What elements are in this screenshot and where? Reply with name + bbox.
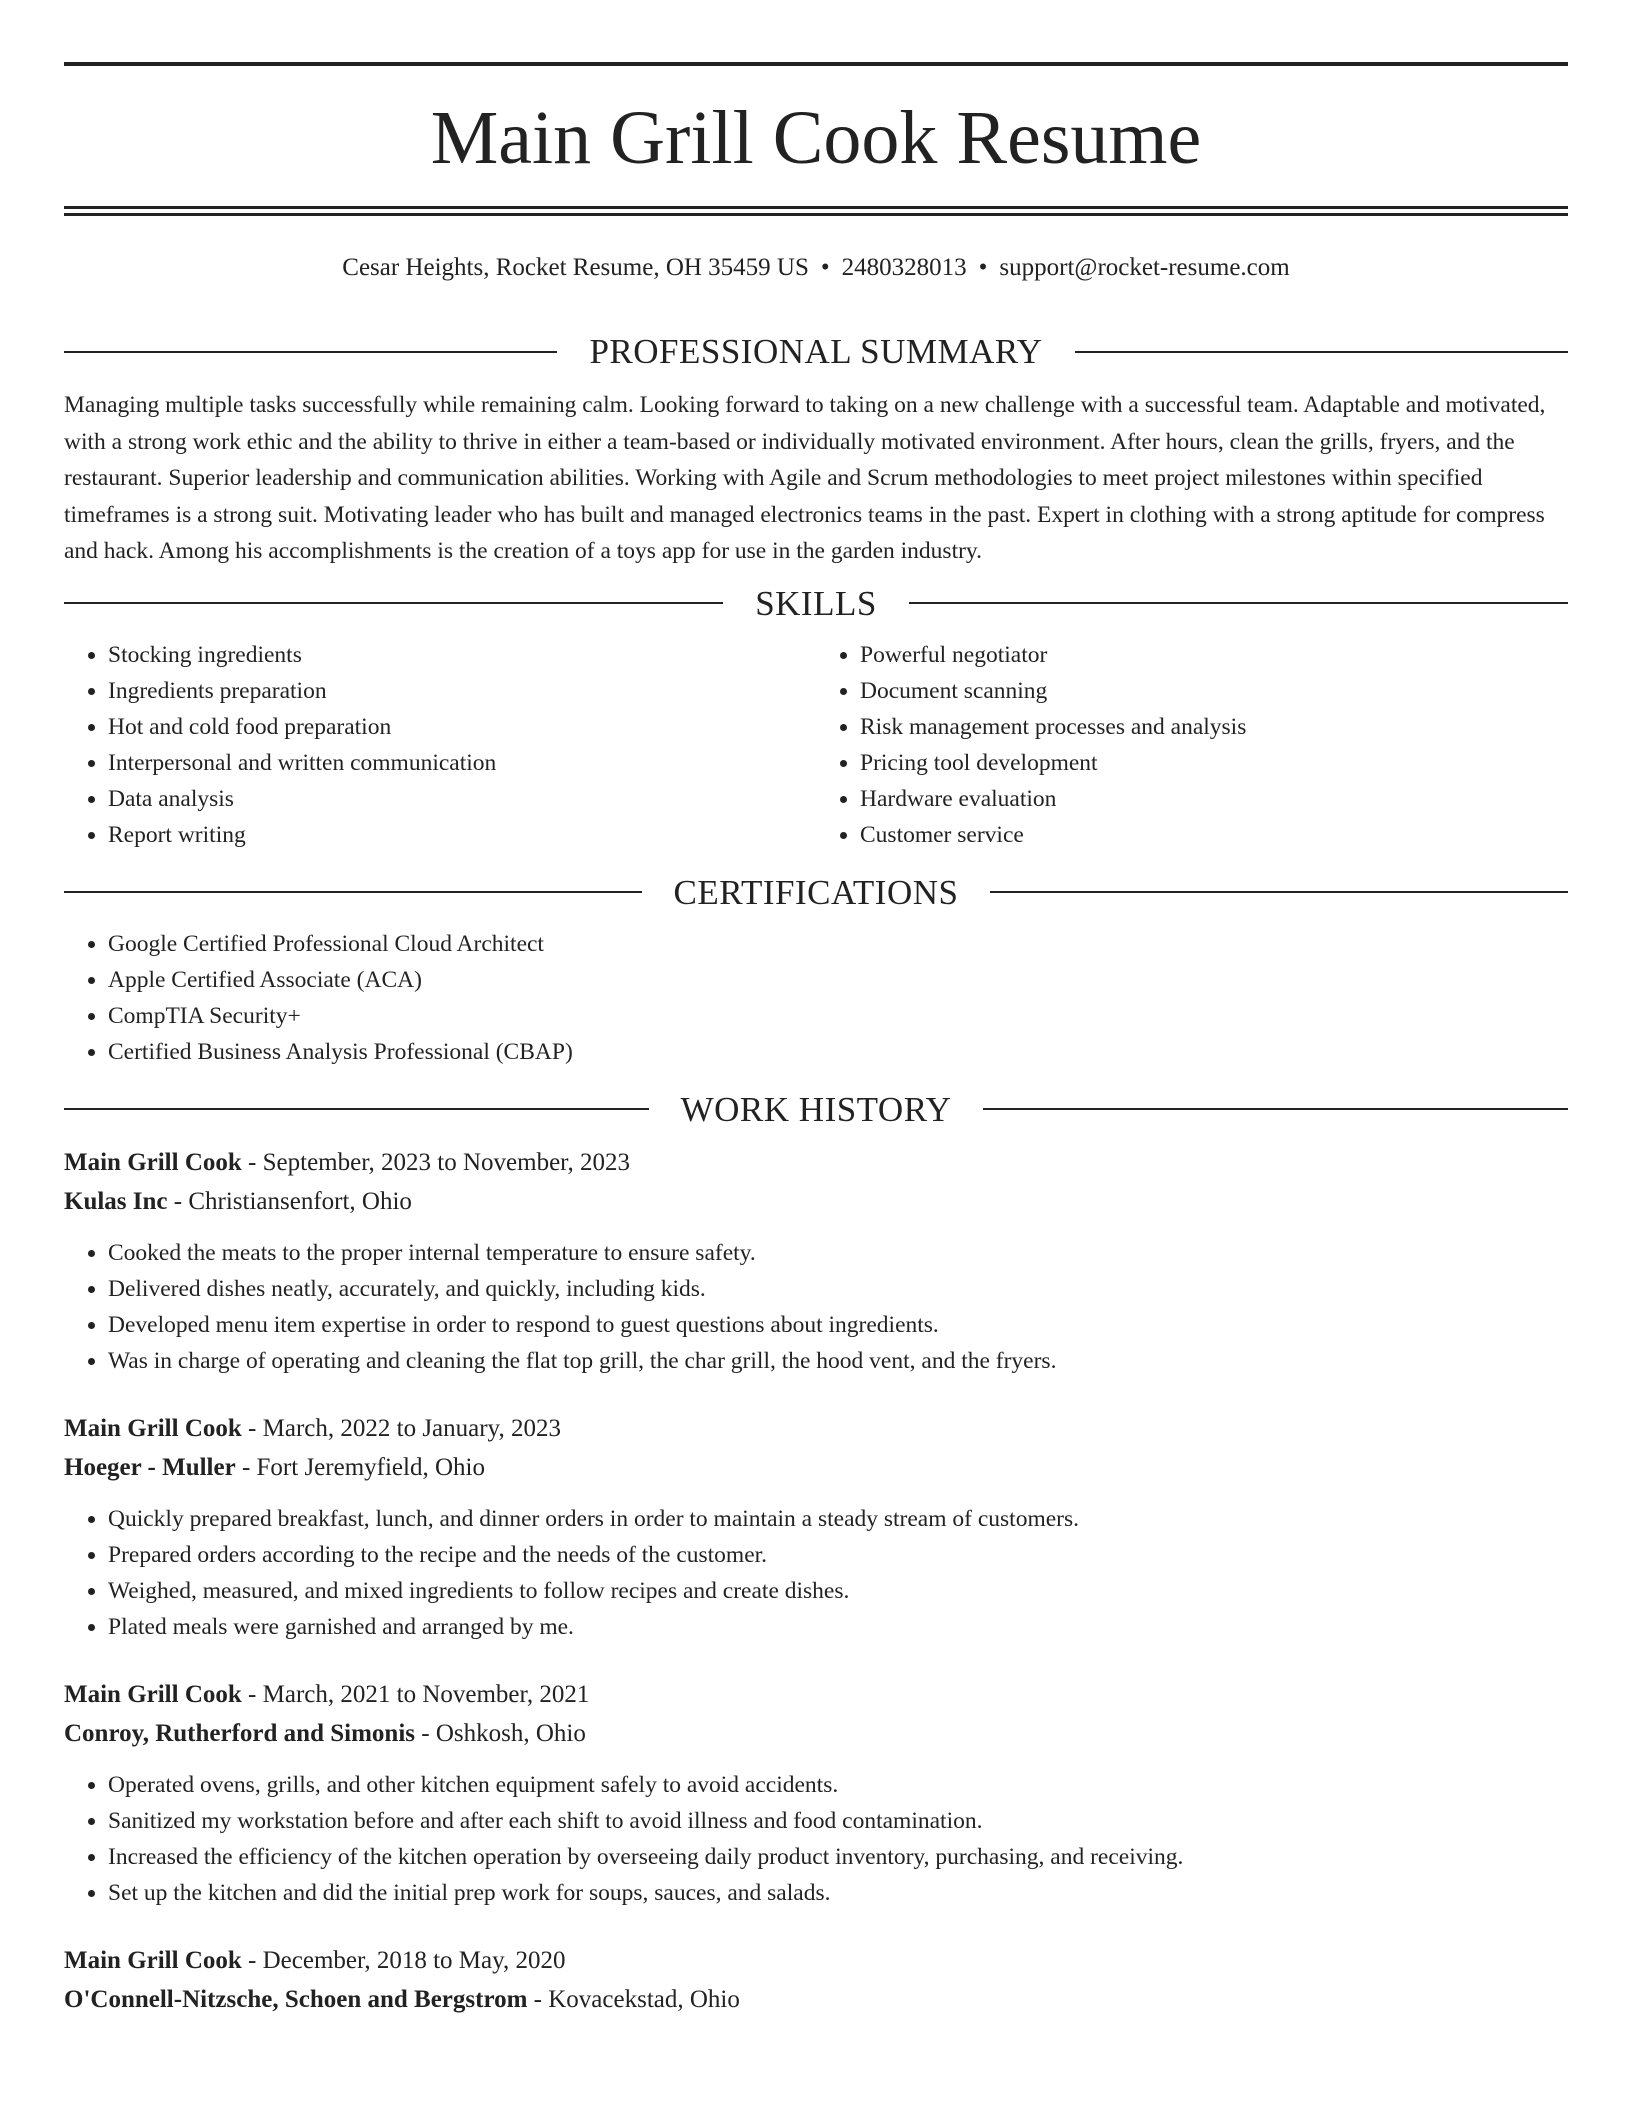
- job-dates: - March, 2022 to January, 2023: [241, 1414, 561, 1442]
- top-rule: [64, 62, 1568, 66]
- job-company: Hoeger - Muller: [64, 1453, 236, 1481]
- contact-email: support@rocket-resume.com: [999, 254, 1290, 281]
- job-entry: [64, 1941, 1568, 2019]
- list-item: • Cooked the meats to the proper internal temperature to ensure safety.: [108, 1235, 1568, 1271]
- job-location: - Fort Jeremyfield, Ohio: [235, 1453, 485, 1481]
- work-history-list: [64, 1143, 1568, 2019]
- section-rule: [64, 1108, 649, 1110]
- list-item: • Increased the efficiency of the kitchen operation by overseeing daily product inventory, purchasing, and receiving.: [108, 1839, 1568, 1875]
- contact-address: Cesar Heights, Rocket Resume, OH 35459 US: [342, 254, 809, 281]
- job-entry: [64, 1409, 1568, 1645]
- section-rule: [990, 891, 1568, 893]
- summary-text: Managing multiple tasks successfully while remaining calm. Looking forward to taking on a new challenge with a successful team. Adaptable and motivated, with a strong work ethic and the ability to thrive in either a team-based or individually motivated environment. After hours, clean the grills, fryers, and the restaurant. Superior leadership and communication abilities. Working with Agile and Scrum methodologies to meet project milestones within specified timeframes is a strong suit. Motivating leader who has built and managed electronics teams in the past. Expert in clothing with a strong aptitude for compress and hack. Among his accomplishments is the creation of a toys app for use in the garden industry.: [64, 392, 1546, 564]
- list-item: • Certified Business Analysis Professional (CBAP): [108, 1034, 1568, 1070]
- job-title-line: [64, 1941, 1568, 1980]
- job-company-line: [64, 1182, 1568, 1221]
- skills-column-left: [64, 637, 816, 853]
- job-title: Main Grill Cook: [64, 1680, 242, 1708]
- job-title: Main Grill Cook: [64, 1414, 242, 1442]
- list-item: • Powerful negotiator: [860, 637, 1568, 673]
- section-rule: [64, 891, 642, 893]
- job-entry: [64, 1675, 1568, 1911]
- section-rule: [909, 602, 1568, 604]
- summary-section-header: [64, 334, 1568, 369]
- list-item: • Pricing tool development: [860, 745, 1568, 781]
- job-title: Main Grill Cook: [64, 1148, 242, 1176]
- list-item: • Operated ovens, grills, and other kitchen equipment safely to avoid accidents.: [108, 1767, 1568, 1803]
- list-item: • Customer service: [860, 817, 1568, 853]
- contact-separator: •: [978, 254, 988, 281]
- list-item: • Prepared orders according to the recipe and the needs of the customer.: [108, 1537, 1568, 1573]
- skills-column-right: [816, 637, 1568, 853]
- certifications-section-header: [64, 872, 1568, 912]
- job-company: Conroy, Rutherford and Simonis: [64, 1719, 415, 1747]
- skills-section-header: [64, 583, 1568, 623]
- list-item: • Sanitized my workstation before and after each shift to avoid illness and food contamination.: [108, 1803, 1568, 1839]
- section-rule: [983, 1108, 1568, 1110]
- list-item: • Google Certified Professional Cloud Architect: [108, 926, 1568, 962]
- job-title: Main Grill Cook: [64, 1946, 242, 1974]
- list-item: • Quickly prepared breakfast, lunch, and dinner orders in order to maintain a steady stream of customers.: [108, 1501, 1568, 1537]
- list-item: • Document scanning: [860, 673, 1568, 709]
- job-location: - Christiansenfort, Ohio: [167, 1187, 412, 1215]
- job-company: O'Connell-Nitzsche, Schoen and Bergstrom: [64, 1985, 528, 2013]
- job-entry: [64, 1143, 1568, 1379]
- list-item: • Stocking ingredients: [108, 637, 816, 673]
- section-rule: [64, 351, 557, 353]
- job-duties-list: [64, 1501, 1568, 1645]
- job-location: - Oshkosh, Ohio: [415, 1719, 586, 1747]
- job-company-line: [64, 1980, 1568, 2019]
- section-rule: [64, 602, 723, 604]
- job-company: Kulas Inc: [64, 1187, 168, 1215]
- contact-line: [64, 252, 1568, 284]
- work-section-header: [64, 1089, 1568, 1129]
- skills-list: [64, 637, 1568, 853]
- job-dates: - December, 2018 to May, 2020: [241, 1946, 566, 1974]
- list-item: • Set up the kitchen and did the initial prep work for soups, sauces, and salads.: [108, 1875, 1568, 1911]
- list-item: • Report writing: [108, 817, 816, 853]
- list-item: • Weighed, measured, and mixed ingredients to follow recipes and create dishes.: [108, 1573, 1568, 1609]
- contact-phone: 2480328013: [841, 254, 967, 281]
- work-heading: WORK HISTORY: [680, 1089, 952, 1129]
- certifications-heading: CERTIFICATIONS: [673, 872, 959, 912]
- list-item: • Hardware evaluation: [860, 781, 1568, 817]
- section-rule: [1075, 351, 1568, 353]
- job-title-line: [64, 1675, 1568, 1714]
- list-item: • Hot and cold food preparation: [108, 709, 816, 745]
- list-item: • Plated meals were garnished and arranged by me.: [108, 1609, 1568, 1645]
- summary-heading: PROFESSIONAL SUMMARY: [589, 332, 1043, 371]
- job-duties-list: [64, 1767, 1568, 1911]
- job-title-line: [64, 1143, 1568, 1182]
- list-item: • Ingredients preparation: [108, 673, 816, 709]
- list-item: • Delivered dishes neatly, accurately, and quickly, including kids.: [108, 1271, 1568, 1307]
- list-item: • Was in charge of operating and cleaning the flat top grill, the char grill, the hood vent, and the fryers.: [108, 1343, 1568, 1379]
- list-item: • Risk management processes and analysis: [860, 709, 1568, 745]
- list-item: • CompTIA Security+: [108, 998, 1568, 1034]
- list-item: • Interpersonal and written communication: [108, 745, 816, 781]
- job-company-line: [64, 1714, 1568, 1753]
- job-duties-list: [64, 1235, 1568, 1379]
- job-company-line: [64, 1448, 1568, 1487]
- list-item: • Developed menu item expertise in order to respond to guest questions about ingredients.: [108, 1307, 1568, 1343]
- list-item: • Data analysis: [108, 781, 816, 817]
- certifications-list: [64, 926, 1568, 1070]
- job-location: - Kovacekstad, Ohio: [527, 1985, 740, 2013]
- resume-page: [64, 0, 1568, 2019]
- job-dates: - September, 2023 to November, 2023: [241, 1148, 630, 1176]
- list-item: • Apple Certified Associate (ACA): [108, 962, 1568, 998]
- skills-heading: SKILLS: [755, 583, 877, 623]
- contact-separator: •: [820, 254, 830, 281]
- job-dates: - March, 2021 to November, 2021: [241, 1680, 590, 1708]
- job-title-line: [64, 1409, 1568, 1448]
- resume-title: Main Grill Cook Resume: [430, 96, 1202, 180]
- title-double-rule: [64, 206, 1568, 216]
